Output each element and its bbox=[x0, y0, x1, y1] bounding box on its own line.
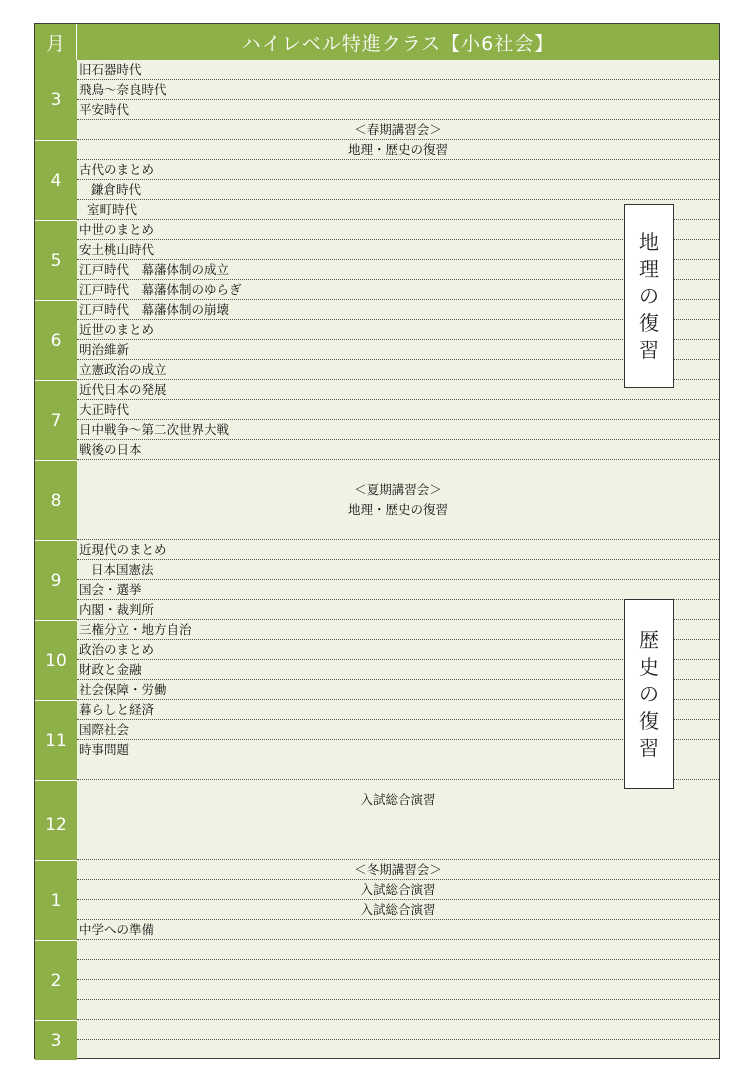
month-cell: 8 bbox=[35, 460, 77, 540]
box-char: の bbox=[639, 283, 659, 308]
geography-review-box bbox=[624, 204, 674, 388]
month-column bbox=[35, 60, 77, 1058]
topic-row: 戦後の日本 bbox=[77, 440, 719, 460]
month-column-header: 月 bbox=[35, 24, 77, 60]
month-cell: 5 bbox=[35, 220, 77, 300]
topic-row: 三権分立・地方自治 bbox=[77, 620, 719, 640]
topic-row: ＜冬期講習会＞ bbox=[77, 860, 719, 880]
topic-row: 江戸時代 幕藩体制の成立 bbox=[77, 260, 719, 280]
month-cell: 10 bbox=[35, 620, 77, 700]
empty-row bbox=[77, 940, 719, 960]
box-char: 理 bbox=[639, 256, 659, 281]
box-char: 習 bbox=[639, 735, 659, 760]
topic-rows bbox=[77, 60, 719, 1058]
topic-row: 飛鳥～奈良時代 bbox=[77, 80, 719, 100]
topic-row: 安土桃山時代 bbox=[77, 240, 719, 260]
topic-row: 明治維新 bbox=[77, 340, 719, 360]
empty-row bbox=[77, 460, 719, 480]
topic-row: 入試総合演習 bbox=[360, 792, 436, 807]
topic-row: 室町時代 bbox=[77, 200, 719, 220]
empty-row bbox=[77, 520, 719, 540]
topic-row: 鎌倉時代 bbox=[77, 180, 719, 200]
topic-row: 地理・歴史の復習 bbox=[347, 502, 448, 517]
empty-row bbox=[77, 980, 719, 1000]
topic-row: 入試総合演習 bbox=[77, 900, 719, 920]
history-review-box bbox=[624, 599, 674, 789]
month-cell: 6 bbox=[35, 300, 77, 380]
topic-row: 地理・歴史の復習 bbox=[77, 140, 719, 160]
month-cell: 3 bbox=[35, 1020, 77, 1060]
empty-row bbox=[77, 840, 719, 860]
topic-row: 平安時代 bbox=[77, 100, 719, 120]
empty-row bbox=[77, 1020, 719, 1040]
topic-row: 国会・選挙 bbox=[77, 580, 719, 600]
topic-row: 中世のまとめ bbox=[77, 220, 719, 240]
box-char: 地 bbox=[639, 229, 659, 254]
month-cell: 4 bbox=[35, 140, 77, 220]
topic-row: 日本国憲法 bbox=[77, 560, 719, 580]
topic-row: 財政と金融 bbox=[77, 660, 719, 680]
month-cell: 9 bbox=[35, 540, 77, 620]
topic-row: 時事問題 bbox=[79, 742, 130, 757]
month-cell: 7 bbox=[35, 380, 77, 460]
topic-row: 旧石器時代 bbox=[77, 60, 719, 80]
topic-row: ＜春期講習会＞ bbox=[77, 120, 719, 140]
box-char: 歴 bbox=[639, 627, 659, 652]
topic-row: 近現代のまとめ bbox=[77, 540, 719, 560]
month-cell: 12 bbox=[35, 780, 77, 860]
month-cell: 2 bbox=[35, 940, 77, 1020]
box-char: 史 bbox=[639, 654, 659, 679]
empty-row bbox=[77, 760, 719, 780]
table-title: ハイレベル特進クラス【小6社会】 bbox=[77, 24, 719, 60]
topic-row: 国際社会 bbox=[77, 720, 719, 740]
topic-row: 近世のまとめ bbox=[77, 320, 719, 340]
topic-row: 立憲政治の成立 bbox=[77, 360, 719, 380]
box-char: の bbox=[639, 681, 659, 706]
topic-row: 大正時代 bbox=[77, 400, 719, 420]
topic-row: 社会保障・労働 bbox=[77, 680, 719, 700]
topic-row: 江戸時代 幕藩体制のゆらぎ bbox=[77, 280, 719, 300]
topic-row: 近代日本の発展 bbox=[77, 380, 719, 400]
topic-row: 暮らしと経済 bbox=[77, 700, 719, 720]
topic-row: 政治のまとめ bbox=[77, 640, 719, 660]
box-char: 習 bbox=[639, 337, 659, 362]
topic-row: ＜夏期講習会＞ bbox=[354, 482, 442, 497]
topic-row: 古代のまとめ bbox=[77, 160, 719, 180]
schedule-table bbox=[34, 23, 720, 1059]
topic-row: 入試総合演習 bbox=[77, 880, 719, 900]
topic-row: 江戸時代 幕藩体制の崩壊 bbox=[77, 300, 719, 320]
empty-row bbox=[77, 1040, 719, 1060]
topic-row: 日中戦争～第二次世界大戦 bbox=[77, 420, 719, 440]
empty-row bbox=[77, 1000, 719, 1020]
month-cell: 3 bbox=[35, 60, 77, 140]
box-char: 復 bbox=[639, 708, 659, 733]
month-cell: 1 bbox=[35, 860, 77, 940]
empty-row bbox=[77, 960, 719, 980]
box-char: 復 bbox=[639, 310, 659, 335]
month-cell: 11 bbox=[35, 700, 77, 780]
topic-row: 内閣・裁判所 bbox=[77, 600, 719, 620]
topic-row: 中学への準備 bbox=[77, 920, 719, 940]
